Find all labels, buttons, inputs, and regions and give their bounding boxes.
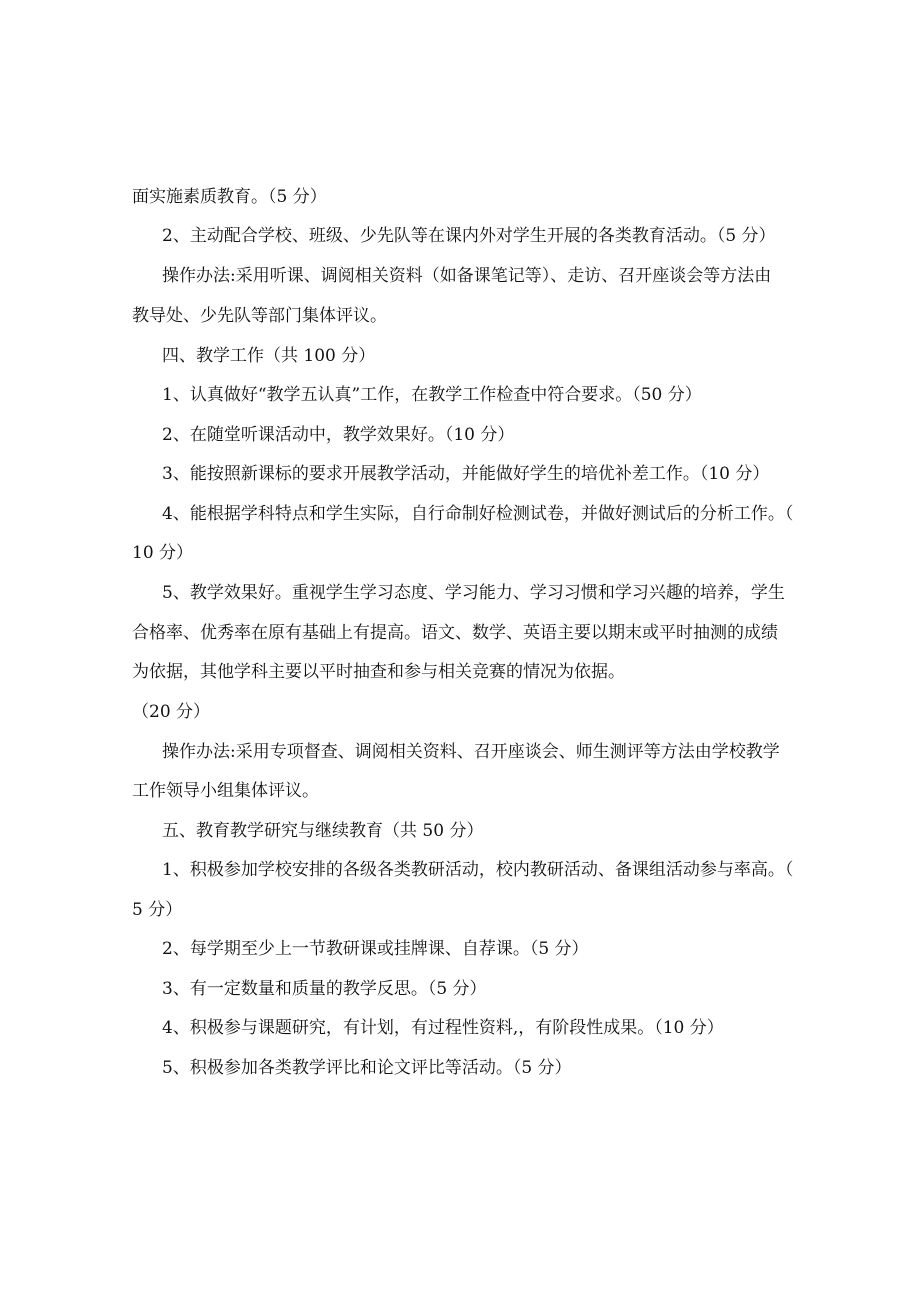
text-line: 10 分） xyxy=(132,543,194,563)
text-line: 合格率、优秀率在原有基础上有提高。语文、数学、英语主要以期末或平时抽测的成绩 xyxy=(132,623,778,643)
text-line: 5 分） xyxy=(132,900,183,920)
section-heading: 五、教育教学研究与继续教育（共 50 分） xyxy=(162,821,484,841)
text-line: 教导处、少先队等部门集体评议。 xyxy=(132,306,387,326)
text-line: 4、积极参与课题研究，有计划，有过程性资料,，有阶段性成果。（10 分） xyxy=(162,1018,724,1038)
text-line: （20 分） xyxy=(132,702,211,722)
section-heading: 四、教学工作（共 100 分） xyxy=(162,346,376,366)
text-line: 2、每学期至少上一节教研课或挂牌课、自荐课。（5 分） xyxy=(162,939,589,959)
text-line: 2、在随堂听课活动中，教学效果好。（10 分） xyxy=(162,425,515,445)
text-line: 3、有一定数量和质量的教学反思。（5 分） xyxy=(162,979,487,999)
text-line: 2、主动配合学校、班级、少先队等在课内外对学生开展的各类教育活动。（5 分） xyxy=(162,226,776,246)
text-line: 为依据，其他学科主要以平时抽查和参与相关竞赛的情况为依据。 xyxy=(132,662,625,682)
text-line: 操作办法:采用听课、调阅相关资料（如备课笔记等）、走访、召开座谈会等方法由 xyxy=(162,266,772,286)
text-line: 操作办法:采用专项督查、调阅相关资料、召开座谈会、师生测评等方法由学校教学 xyxy=(162,742,780,762)
text-line: 4、能根据学科特点和学生实际，自行命制好检测试卷，并做好测试后的分析工作。（ xyxy=(162,504,794,524)
text-line: 1、积极参加学校安排的各级各类教研活动，校内教研活动、备课组活动参与率高。（ xyxy=(162,860,794,880)
text-line: 工作领导小组集体评议。 xyxy=(132,781,319,801)
text-line: 3、能按照新课标的要求开展教学活动，并能做好学生的培优补差工作。（10 分） xyxy=(162,464,770,484)
text-line: 5、教学效果好。重视学生学习态度、学习能力、学习习惯和学习兴趣的培养，学生 xyxy=(162,583,785,603)
text-line: 5、积极参加各类教学评比和论文评比等活动。（5 分） xyxy=(162,1058,572,1078)
text-line: 面实施素质教育。（5 分） xyxy=(132,187,327,207)
text-line: 1、认真做好“教学五认真”工作，在教学工作检查中符合要求。（50 分） xyxy=(162,385,702,405)
